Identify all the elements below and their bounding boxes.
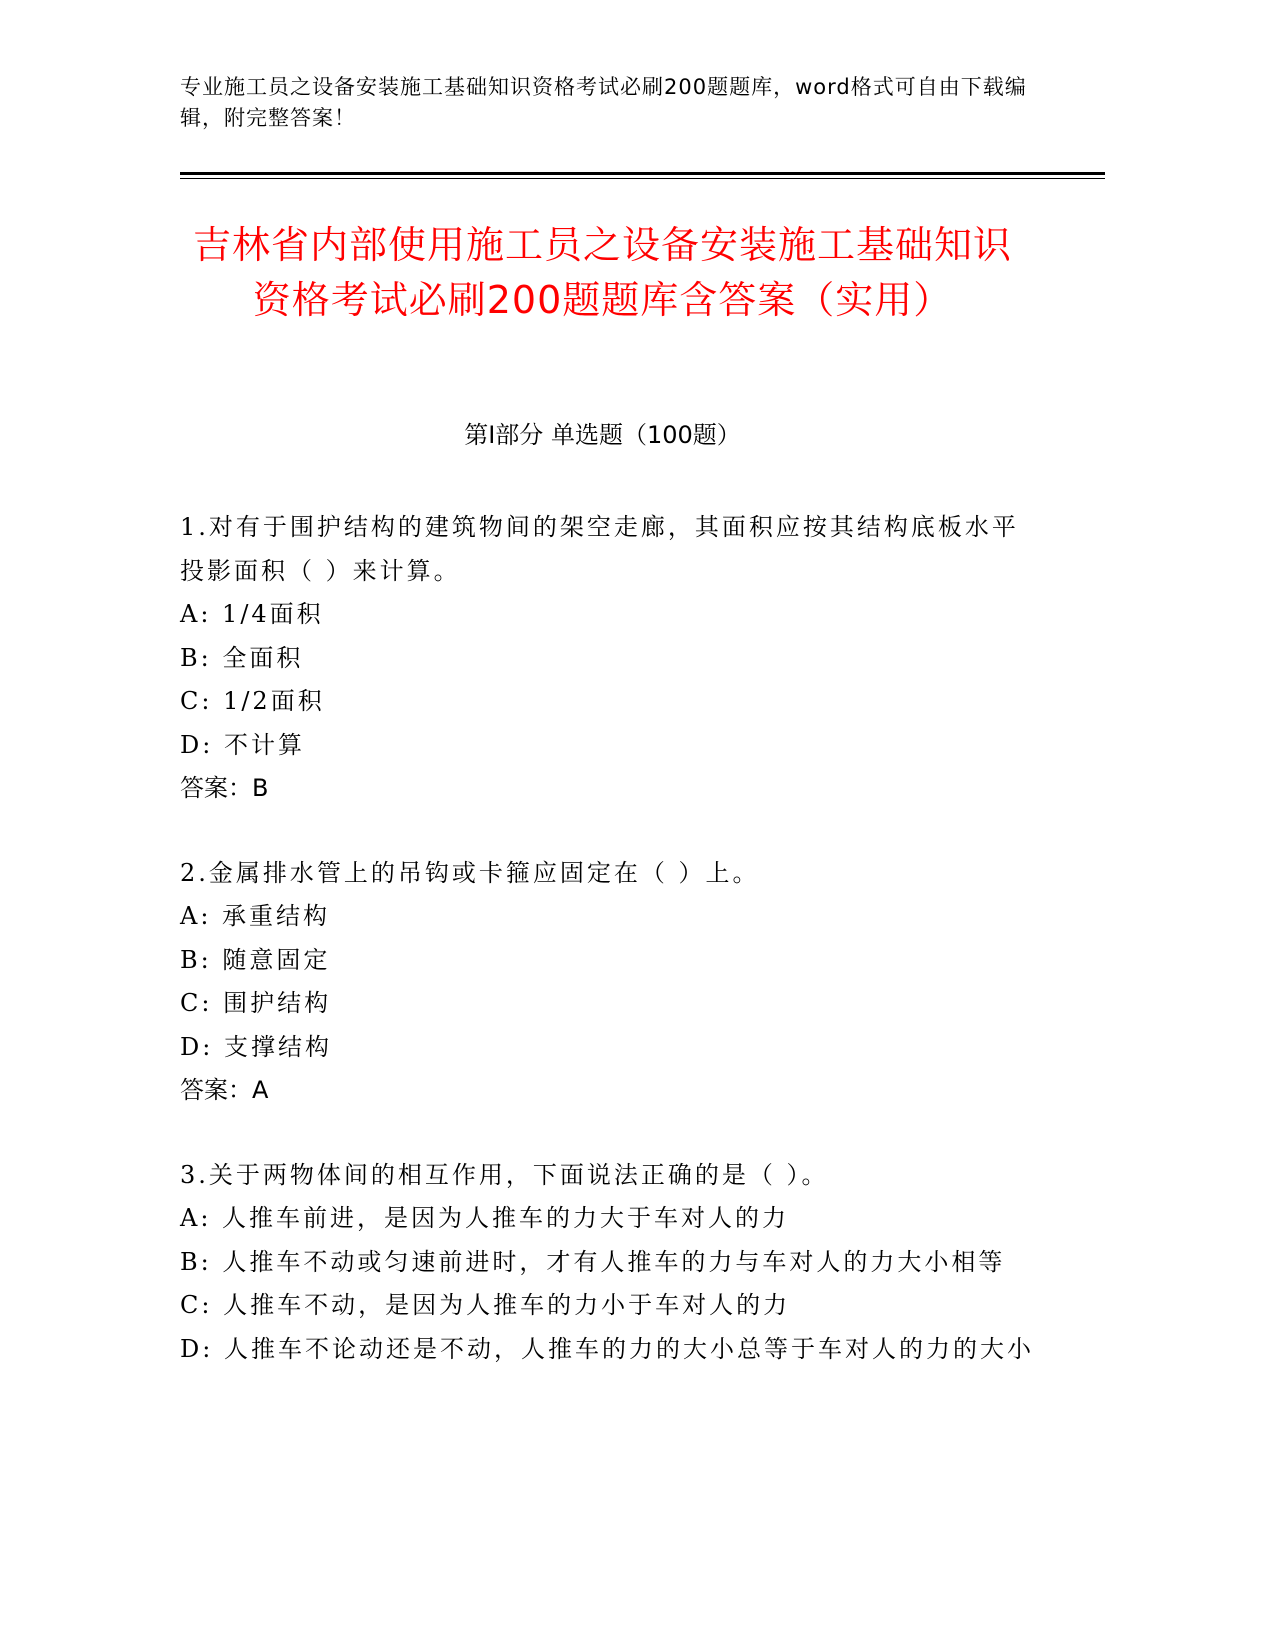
option-c: C: 人推车不动，是因为人推车的力小于车对人的力 bbox=[180, 1291, 791, 1319]
option-c: C: 1/2面积 bbox=[180, 687, 325, 715]
option-c: C: 围护结构 bbox=[180, 989, 332, 1017]
document-title: 吉林省内部使用施工员之设备安装施工基础知识资格考试必刷200题题库含答案（实用） bbox=[192, 223, 1012, 322]
option-d: D: 支撑结构 bbox=[180, 1032, 332, 1061]
answer: 答案：A bbox=[180, 1076, 269, 1104]
question-list bbox=[180, 506, 1040, 1412]
question-stem: 3.关于两物体间的相互作用，下面说法正确的是（ ）。 bbox=[180, 1160, 829, 1189]
question-1 bbox=[180, 506, 1040, 811]
question-2 bbox=[180, 852, 1040, 1113]
header-rule-thin bbox=[180, 178, 1105, 179]
option-b: B: 人推车不动或匀速前进时，才有人推车的力与车对人的力大小相等 bbox=[180, 1247, 1006, 1276]
option-d: D: 不计算 bbox=[180, 730, 305, 759]
header-rule-thick bbox=[180, 172, 1105, 175]
section-heading: 第Ⅰ部分 单选题（100题） bbox=[464, 421, 741, 449]
option-a: A: 人推车前进，是因为人推车的力大于车对人的力 bbox=[180, 1204, 790, 1232]
question-3 bbox=[180, 1154, 1040, 1372]
option-b: B: 全面积 bbox=[180, 643, 304, 672]
question-stem: 2.金属排水管上的吊钩或卡箍应固定在（ ）上。 bbox=[180, 858, 760, 887]
option-a: A: 承重结构 bbox=[180, 902, 331, 930]
header-note: 专业施工员之设备安装施工基础知识资格考试必刷200题题库，word格式可自由下载编辑，附完整答案！ bbox=[180, 75, 1027, 130]
option-b: B: 随意固定 bbox=[180, 945, 331, 974]
question-stem: 1.对有于围护结构的建筑物间的架空走廊，其面积应按其结构底板水平投影面积（ ）来计算。 bbox=[180, 513, 1019, 585]
answer: 答案：B bbox=[180, 774, 269, 802]
option-a: A: 1/4面积 bbox=[180, 600, 324, 628]
option-d: D: 人推车不论动还是不动，人推车的力的大小总等于车对人的力的大小 bbox=[180, 1334, 1034, 1363]
